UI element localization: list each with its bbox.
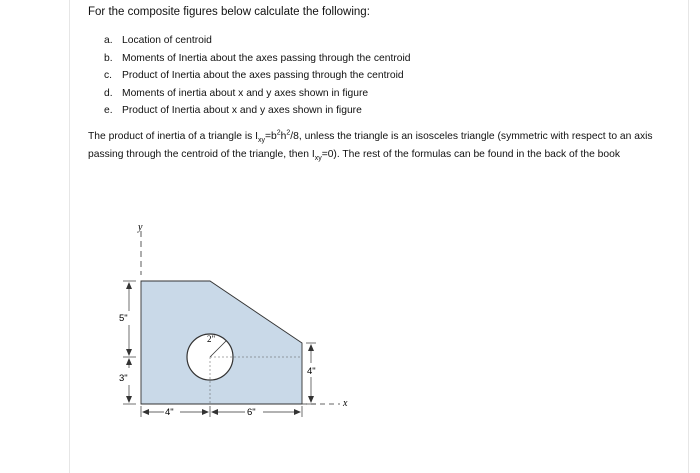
dim-4-right-label: 4" [307,366,316,377]
task-list [104,32,411,120]
y-axis-label: y [138,225,143,233]
composite-figure [100,225,360,425]
dim-3-label: 3" [119,373,128,384]
problem-title: For the composite figures below calculate the following: [88,6,370,18]
dim-4-bottom-label: 4" [165,407,174,418]
list-item: b. Moments of Inertia about the axes passing through the centroid [104,52,411,64]
list-item: a. Location of centroid [104,35,212,46]
dim-5-label: 5" [119,313,128,324]
document-page [70,0,688,473]
x-axis-label: x [343,398,348,409]
dim-6-bottom-label: 6" [247,407,256,418]
product-of-inertia-note: The product of inertia of a triangle is $I_{xy}=b^2h^2/8$, unless the triangle is an isosceles triangle (symmetric with respect to an axis passing through the centroid of the triangle, then $I_{xy}=0$). The rest of the formulas can be found in the back of the book [88,129,653,162]
list-item: d. Moments of inertia about x and y axes shown in figure [104,87,369,99]
list-item: e. Product of Inertia about x and y axes shown in figure [104,105,362,117]
list-item: c. Product of Inertia about the axes passing through the centroid [104,70,404,82]
radius-label: 2" [207,334,216,344]
